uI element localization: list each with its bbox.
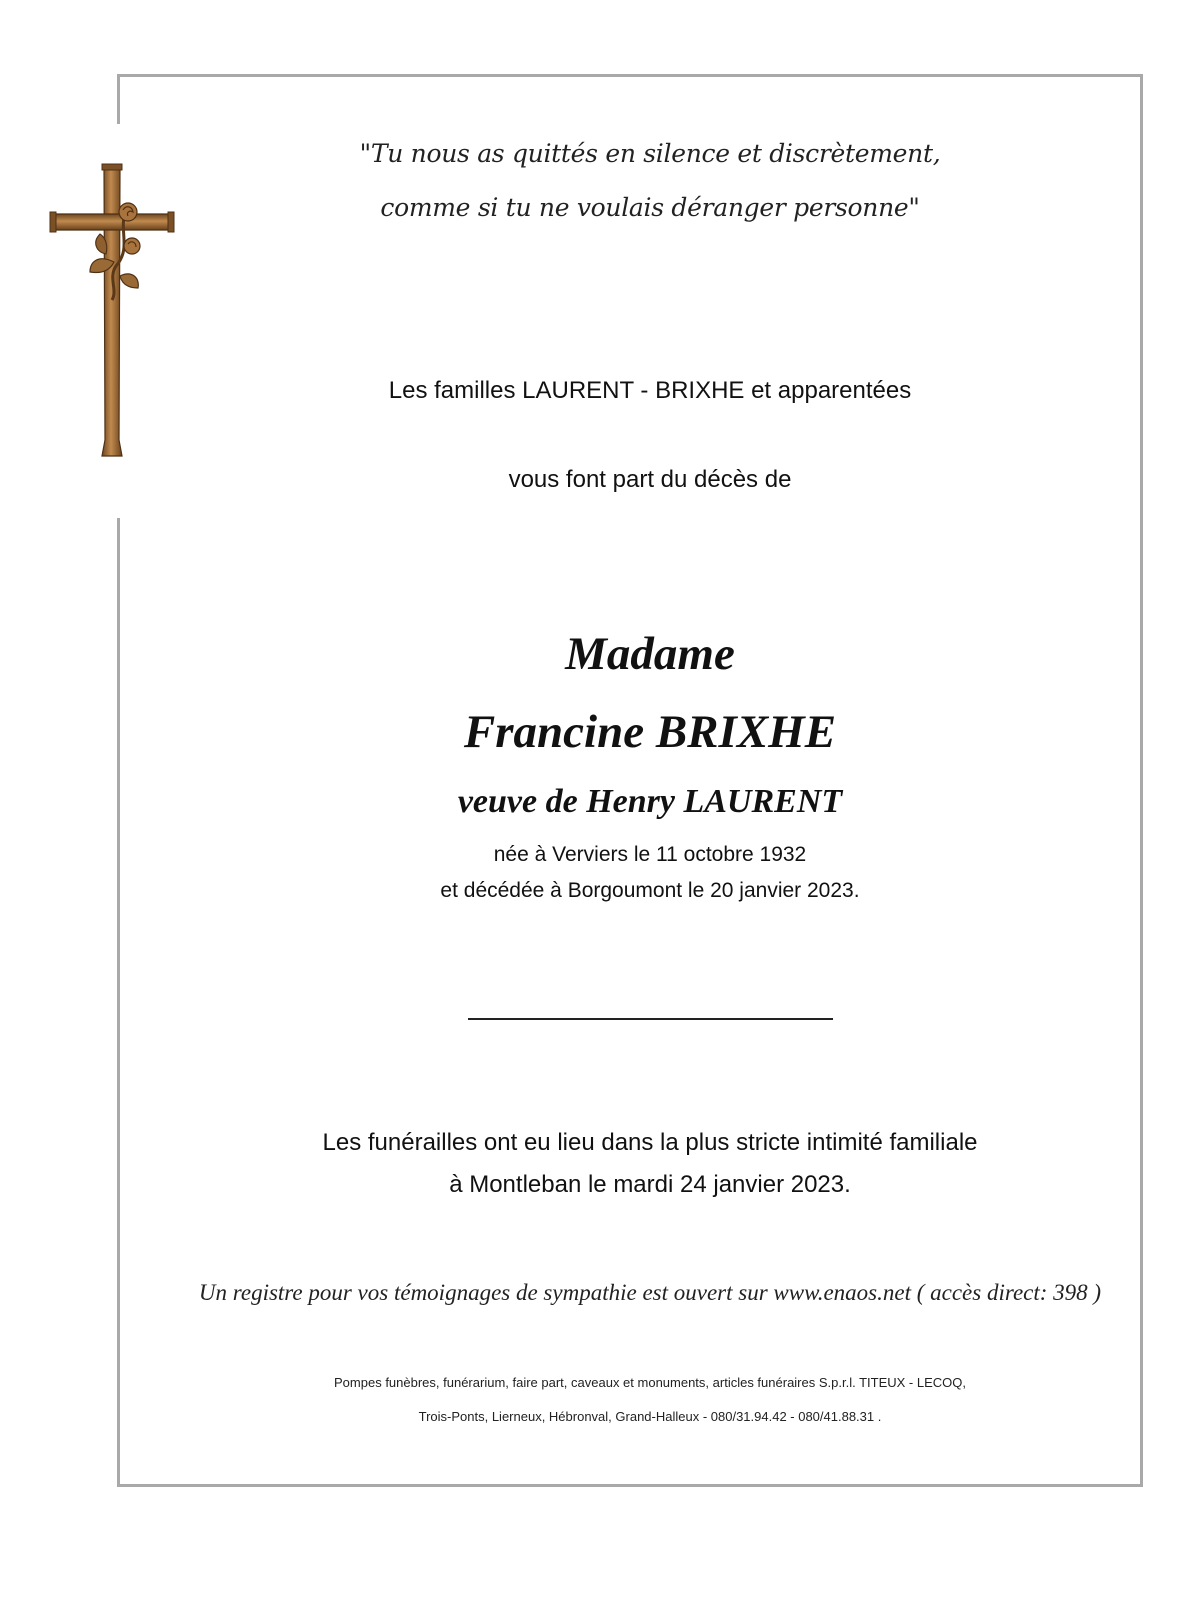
funeral-line-2: à Montleban le mardi 24 janvier 2023. [449,1171,851,1198]
quote-line-2: comme si tu ne voulais déranger personne" [380,193,920,222]
birth-line: née à Verviers le 11 octobre 1932 [493,843,807,866]
deceased-name: Francine BRIXHE [463,706,837,758]
notice-line: vous font part du décès de [508,466,792,493]
quote-line-1: "Tu nous as quittés en silence et discrètement, [359,139,941,168]
widow-of-line: veuve de Henry LAURENT [457,783,843,820]
footer-line-2: Trois-Ponts, Lierneux, Hébronval, Grand-Halleux - 080/31.94.42 - 080/41.88.31 . [418,1409,882,1424]
divider-line [468,1018,833,1020]
card-frame [117,74,1143,1487]
footer-line-1: Pompes funèbres, funérarium, faire part, caveaux et monuments, articles funéraires S.p.r.l. TITEUX - LECOQ, [334,1375,966,1390]
families-line: Les familles LAURENT - BRIXHE et apparentées [388,377,912,404]
death-line: et décédée à Borgoumont le 20 janvier 2023. [440,879,860,902]
funeral-line-1: Les funérailles ont eu lieu dans la plus stricte intimité familiale [322,1129,978,1156]
registry-line: Un registre pour vos témoignages de sympathie est ouvert sur www.enaos.net ( accès direct: 398 ) [198,1280,1102,1305]
deceased-title: Madame [565,628,735,680]
